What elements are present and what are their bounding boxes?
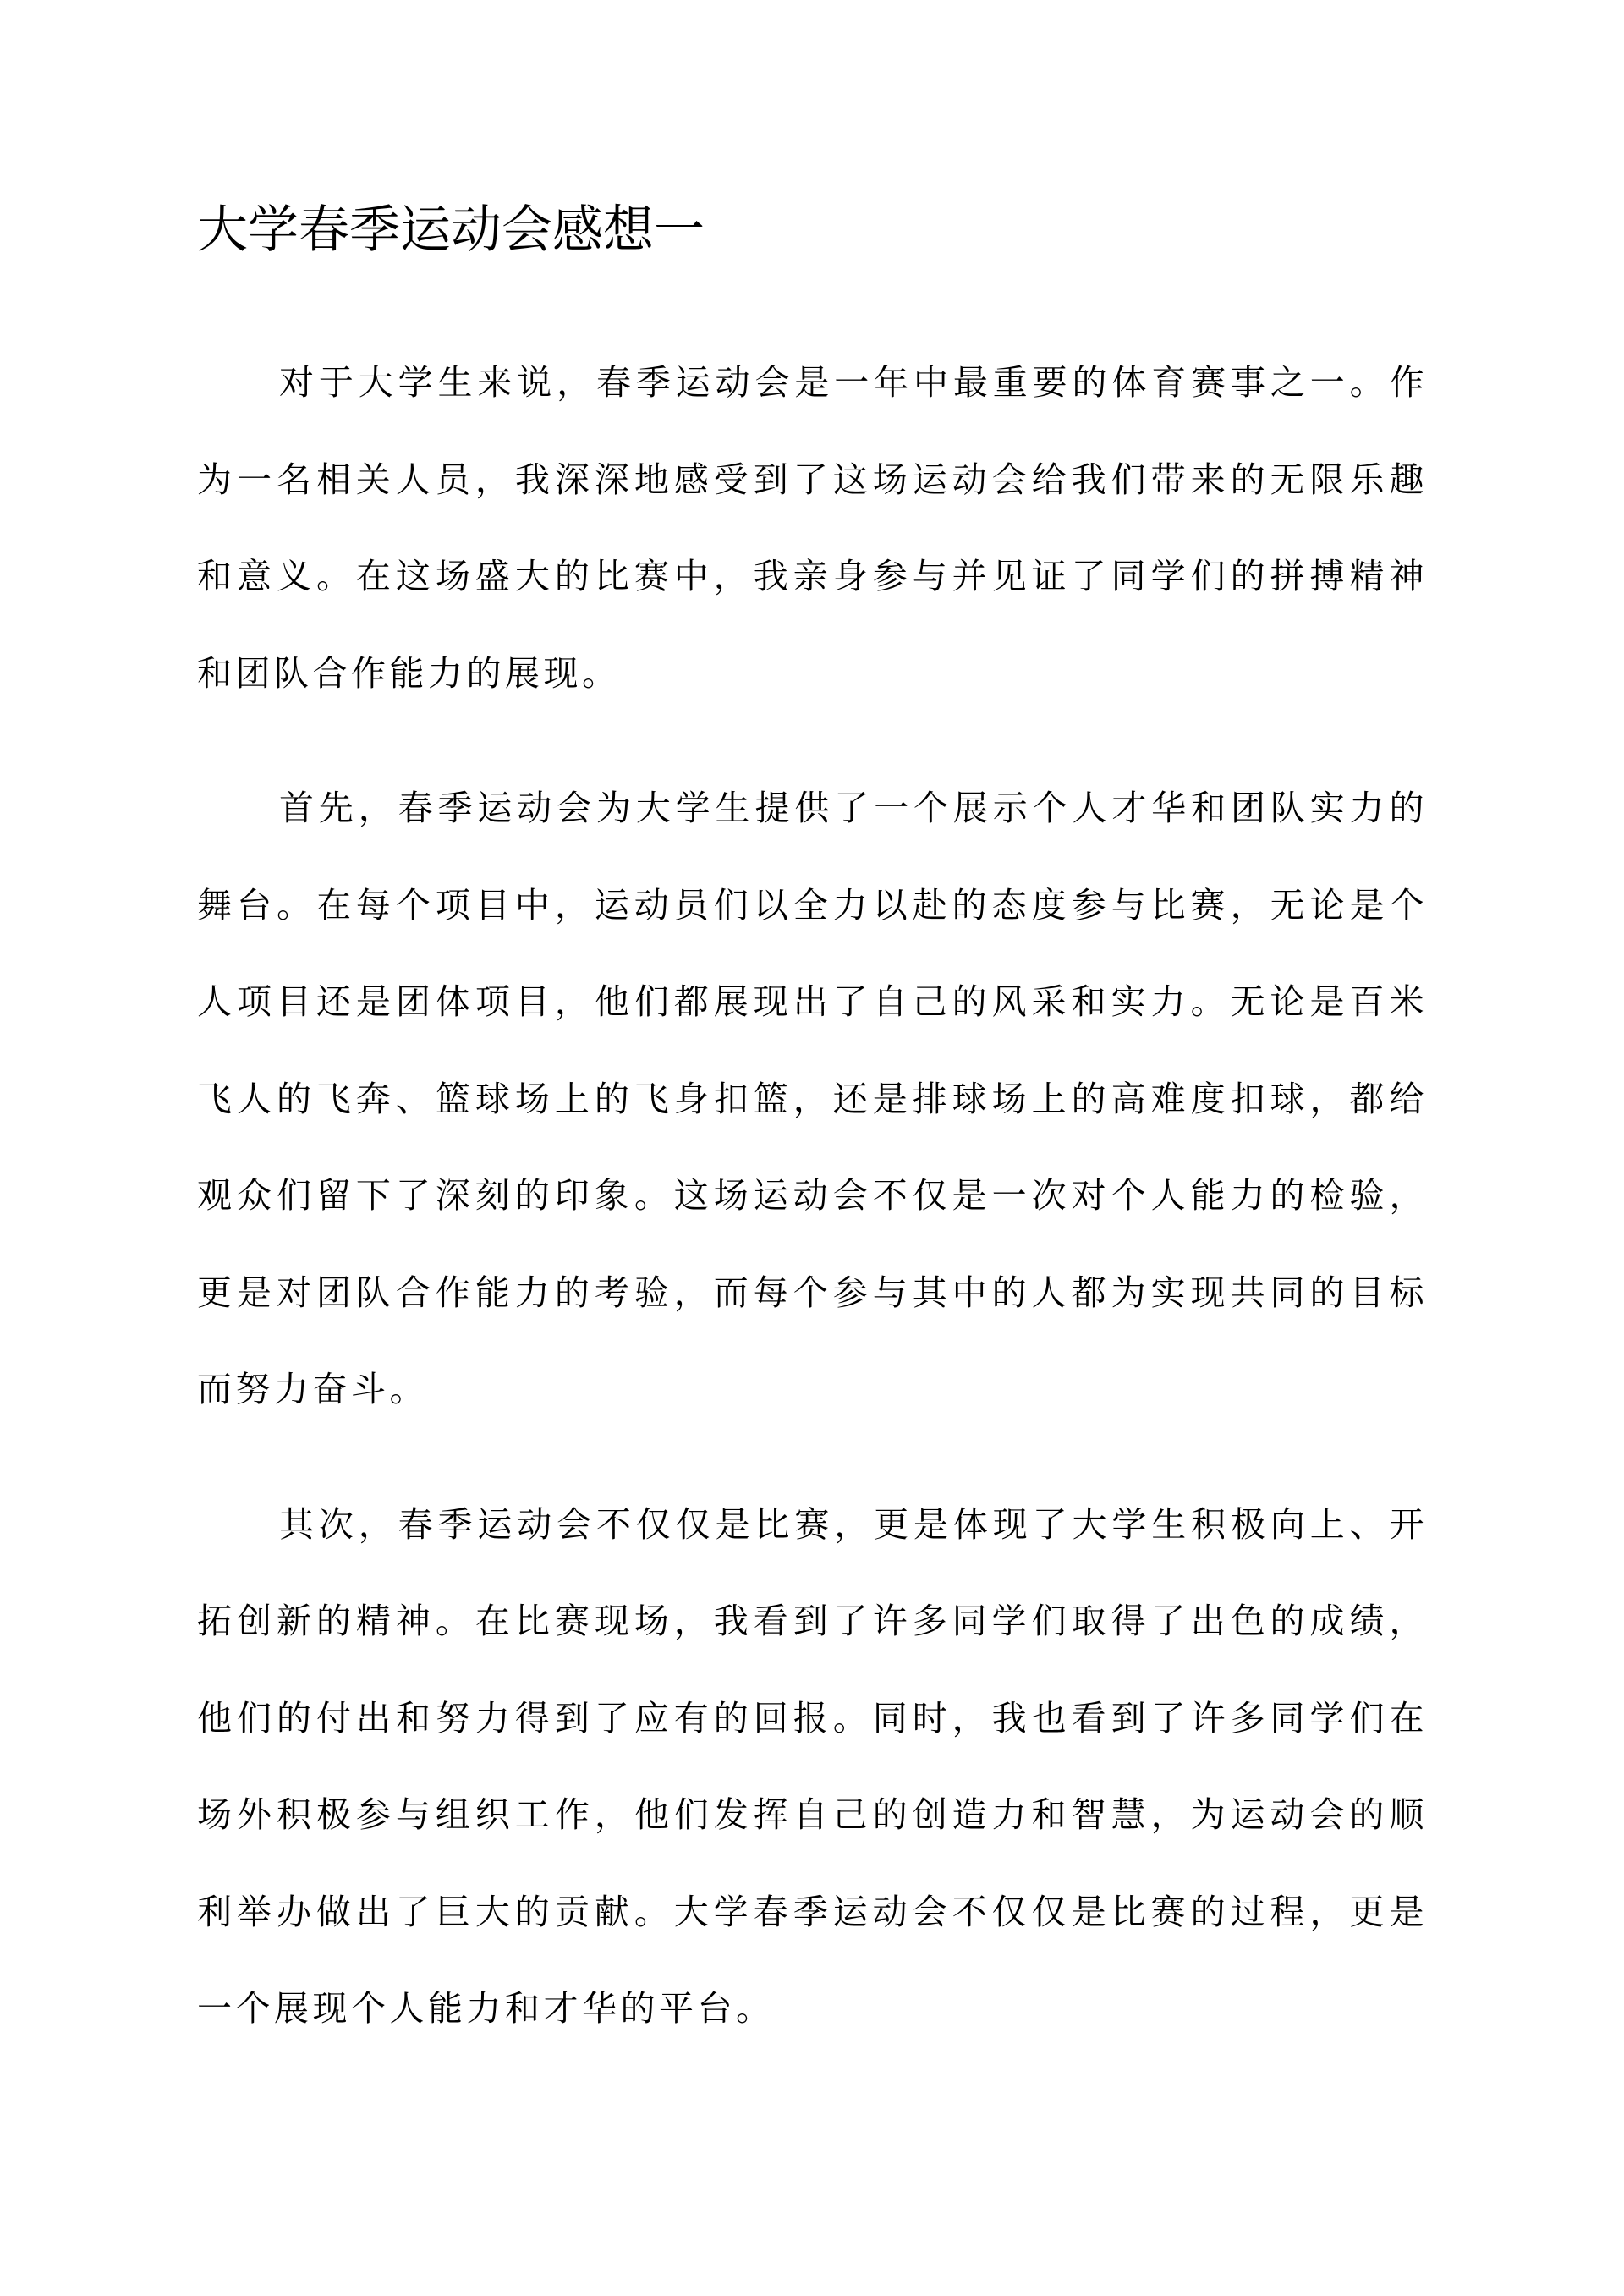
- document-body: [197, 334, 1428, 2057]
- document-title: 大学春季运动会感想一: [197, 200, 705, 260]
- paragraph-3: 其次，春季运动会不仅仅是比赛，更是体现了大学生积极向上、开拓创新的精神。在比赛现场，我看到了许多同学们取得了出色的成绩，他们的付出和努力得到了应有的回报。同时，我也看到了许多同学们在场外积极参与组织工作，他们发挥自己的创造力和智慧，为运动会的顺利举办做出了巨大的贡献。大学春季运动会不仅仅是比赛的过程，更是一个展现个人能力和才华的平台。: [197, 1503, 1428, 2029]
- paragraph-1: 对于大学生来说，春季运动会是一年中最重要的体育赛事之一。作为一名相关人员，我深深地感受到了这场运动会给我们带来的无限乐趣和意义。在这场盛大的比赛中，我亲身参与并见证了同学们的拼搏精神和团队合作能力的展现。: [197, 362, 1428, 694]
- paragraph-2: 首先，春季运动会为大学生提供了一个展示个人才华和团队实力的舞台。在每个项目中，运动员们以全力以赴的态度参与比赛，无论是个人项目还是团体项目，他们都展现出了自己的风采和实力。无论是百米飞人的飞奔、篮球场上的飞身扣篮，还是排球场上的高难度扣球，都给观众们留下了深刻的印象。这场运动会不仅是一次对个人能力的检验，更是对团队合作能力的考验，而每个参与其中的人都为实现共同的目标而努力奋斗。: [197, 788, 1428, 1409]
